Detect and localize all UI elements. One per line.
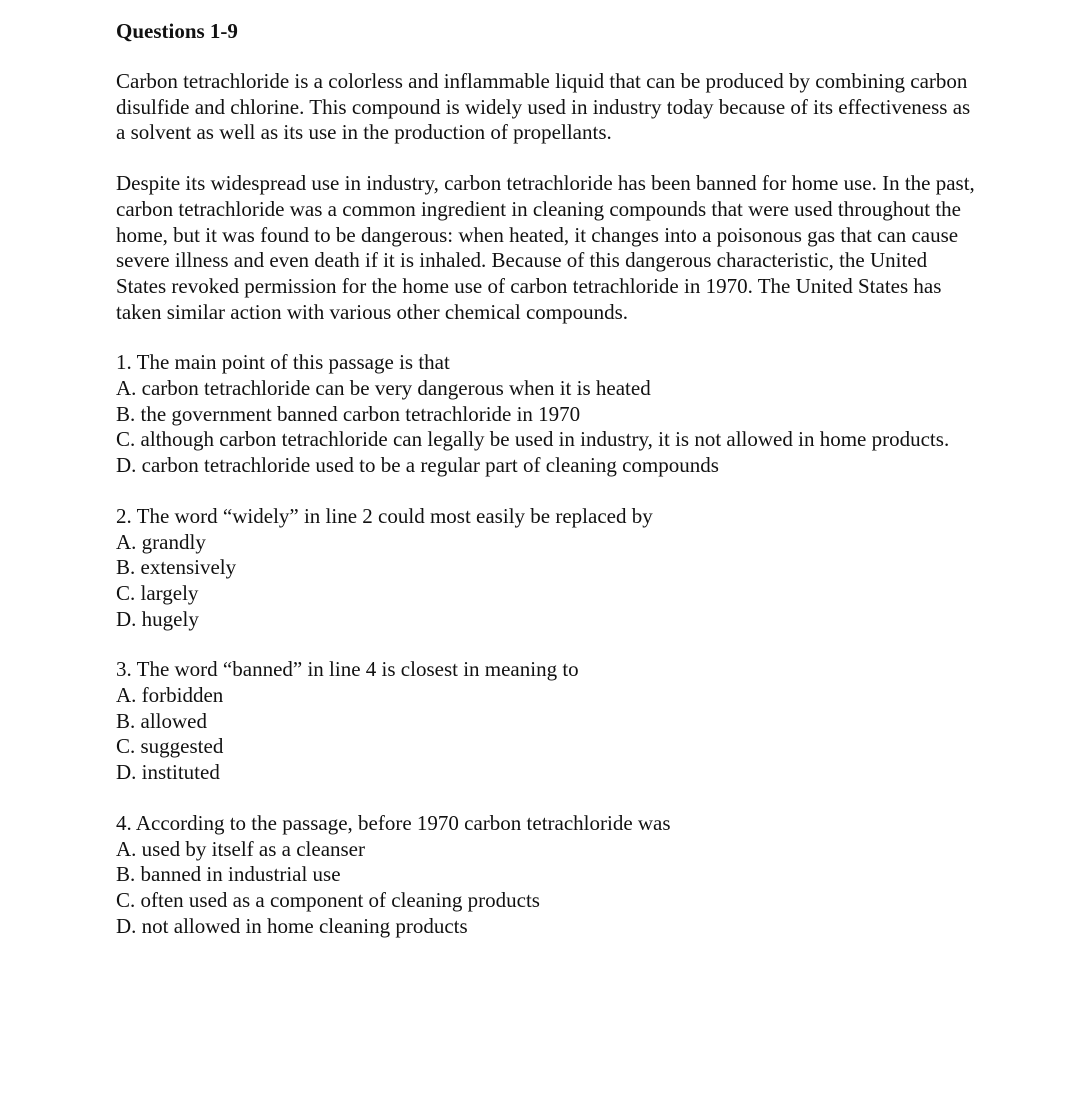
answer-option-a: A. grandly (116, 529, 206, 554)
question-2 (116, 504, 976, 633)
question-stem: 4. According to the passage, before 1970 carbon tetrachloride was (116, 810, 671, 835)
question-stem: 2. The word “widely” in line 2 could most easily be replaced by (116, 503, 653, 528)
page-title: Questions 1-9 (116, 19, 238, 43)
answer-option-b: B. the government banned carbon tetrachloride in 1970 (116, 401, 581, 426)
answer-option-a: A. forbidden (116, 683, 224, 708)
answer-option-b: B. extensively (116, 555, 237, 580)
answer-option-a: A. carbon tetrachloride can be very dangerous when it is heated (116, 376, 651, 401)
answer-option-a: A. used by itself as a cleanser (116, 836, 365, 861)
answer-option-d: D. carbon tetrachloride used to be a regular part of cleaning compounds (116, 453, 719, 478)
question-1 (116, 350, 976, 479)
answer-option-d: D. instituted (116, 760, 220, 785)
document-page (116, 18, 976, 964)
answer-option-c: C. although carbon tetrachloride can legally be used in industry, it is not allowed in home products. (116, 427, 950, 452)
passage-paragraph-2: Despite its widespread use in industry, carbon tetrachloride has been banned for home use. In the past, carbon tetrachloride was a common ingredient in cleaning compounds that were used throughout the home, but it was found to be dangerous: when heated, it changes into a poisonous gas that can cause severe illness and even death if it is inhaled. Because of this dangerous characteristic, the United States revoked permission for the home use of carbon tetrachloride in 1970. The United States has taken similar action with various other chemical compounds. (116, 171, 975, 324)
answer-option-c: C. often used as a component of cleaning products (116, 887, 540, 912)
question-3 (116, 657, 976, 786)
answer-option-c: C. suggested (116, 734, 224, 759)
answer-option-b: B. allowed (116, 708, 207, 733)
question-stem: 1. The main point of this passage is that (116, 350, 450, 375)
answer-option-c: C. largely (116, 580, 199, 605)
answer-option-d: D. not allowed in home cleaning products (116, 913, 468, 938)
answer-option-b: B. banned in industrial use (116, 862, 341, 887)
question-4 (116, 811, 976, 940)
question-stem: 3. The word “banned” in line 4 is closest in meaning to (116, 657, 579, 682)
passage-paragraph-1: Carbon tetrachloride is a colorless and inflammable liquid that can be produced by combining carbon disulfide and chlorine. This compound is widely used in industry today because of its effectiveness as a solvent as well as its use in the production of propellants. (116, 69, 971, 145)
answer-option-d: D. hugely (116, 606, 199, 631)
